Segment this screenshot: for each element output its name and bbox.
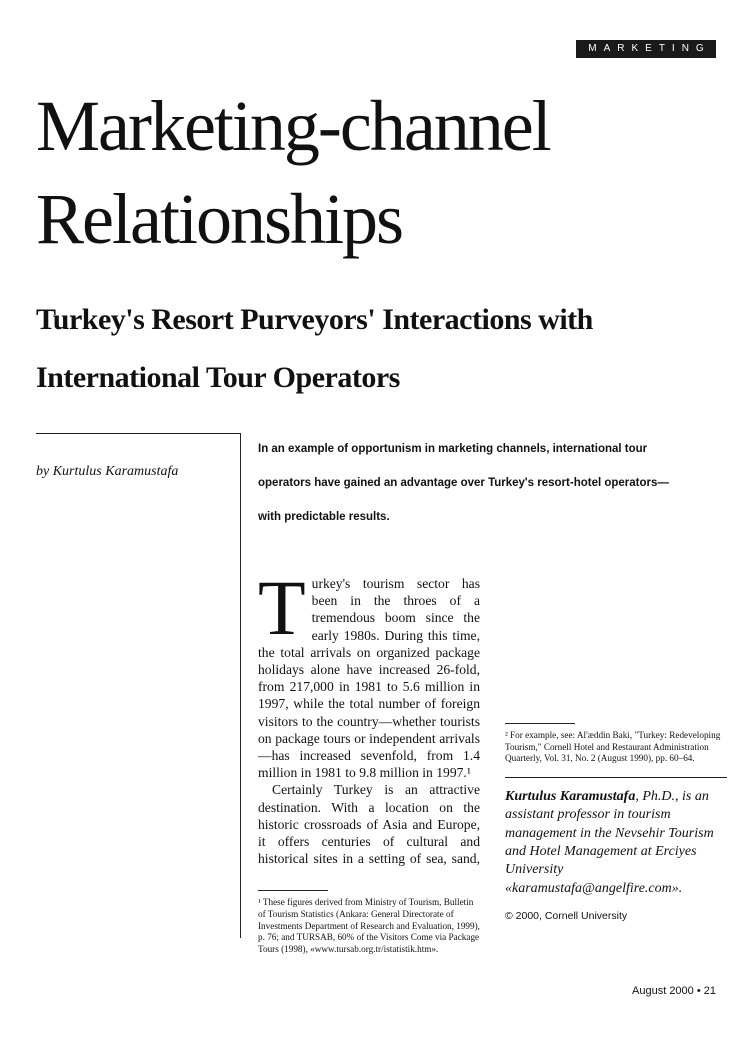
column-divider	[240, 433, 241, 938]
section-badge: MARKETING	[576, 40, 716, 58]
subtitle-line-2: International Tour Operators	[36, 361, 400, 394]
footnote-rule	[258, 890, 328, 891]
body-paragraph-2: Certainly Turkey is an attractive destination. With a location on the historic crossroads of Asia and Europe, it offers centuries of cultural and historical sites in a setting of sea, sand,	[258, 782, 480, 867]
byline: by Kurtulus Karamustafa	[36, 464, 179, 479]
byline-rule	[36, 433, 241, 434]
drop-cap: T	[258, 564, 306, 651]
copyright: © 2000, Cornell University	[505, 910, 628, 923]
title-line-1: Marketing-channel	[36, 86, 550, 166]
footnote-rule	[505, 723, 575, 724]
paragraph-1-text: urkey's tourism sector has been in the throes of a tremendous boom since the early 1980s. During this time, the total arrivals on organized package holidays alone have increased 26-fold, from 217,000 in 1981 to 5.6 million in 1997, while the total number of foreign visitors to the country—whether tourists on package tours or independent arrivals—has increased sevenfold, from 1.4 million in 1981 to 9.8 million in 1997.¹	[258, 576, 480, 781]
author-name: Kurtulus Karamustafa	[505, 788, 636, 804]
footnote-2: ² For example, see: Al'æddin Baki, "Turkey: Redeveloping Tourism," Cornell Hotel and Restaurant Administration Quarterly, Vol. 31, No. 2 (August 1990), pp. 60–64.	[505, 730, 721, 764]
author-bio	[505, 788, 727, 898]
body-column-right	[505, 575, 727, 925]
body-column-left	[258, 564, 480, 955]
page-folio: August 2000 • 21	[632, 985, 716, 997]
deck: In an example of opportunism in marketing channels, international tour operators have gained an advantage over Turkey's resort-hotel operators—with predictable results.	[258, 443, 669, 523]
author-rule	[505, 777, 727, 778]
footnote-1: ¹ These figures derived from Ministry of Tourism, Bulletin of Tourism Statistics (Ankara: General Directorate of Investments Department of Research and Evaluation, 1999), p. 76; and TURSAB, 60% of the Visitors Come via Package Tours (1998), «www.tursab.org.tr/istatistik.htm».	[258, 897, 480, 954]
body-paragraph-1	[258, 564, 480, 781]
subtitle-line-1: Turkey's Resort Purveyors' Interactions with	[36, 303, 593, 336]
title-line-2: Relationships	[36, 179, 402, 259]
author-bio-text: , Ph.D., is an assistant professor in tourism management in the Nevsehir Tourism and Hotel Management at Erciyes University «karamustafa@angelfire.com».	[505, 788, 714, 896]
